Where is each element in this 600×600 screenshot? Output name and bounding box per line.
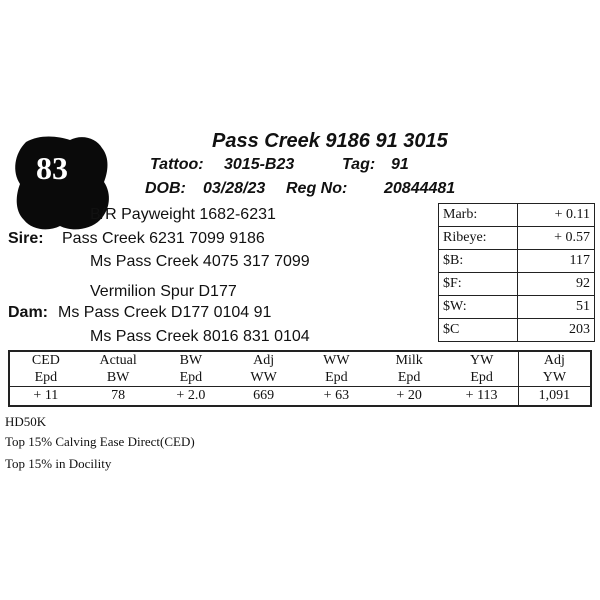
epd-table: [8, 350, 592, 407]
ribeye-label: Ribeye:: [439, 227, 518, 250]
dam-label: Dam:: [8, 304, 49, 321]
col-header: YW: [518, 369, 591, 387]
dob-value: 03/28/23: [203, 180, 266, 197]
actual-bw-value: 78: [82, 387, 155, 407]
b-index-value: 117: [518, 250, 595, 273]
table-row: [439, 227, 595, 250]
bw-epd-value: + 2.0: [155, 387, 228, 407]
adj-ww-value: 669: [227, 387, 300, 407]
reg-label: Reg No:: [286, 180, 348, 197]
header-row-2: [9, 369, 591, 387]
note-genomic: HD50K: [5, 414, 47, 429]
b-index-label: $B:: [439, 250, 518, 273]
tag-value: 91: [391, 156, 409, 173]
ribeye-value: + 0.57: [518, 227, 595, 250]
carcass-index-table: [438, 203, 595, 342]
f-index-label: $F:: [439, 273, 518, 296]
c-index-label: $C: [439, 319, 518, 342]
lot-number: 83: [36, 150, 68, 186]
note-ced: Top 15% Calving Ease Direct(CED): [5, 434, 195, 449]
col-header: Epd: [470, 370, 493, 385]
col-header: WW: [250, 370, 277, 385]
col-header: Adj: [253, 353, 275, 368]
col-header: CED: [31, 353, 60, 368]
col-header: Epd: [34, 370, 58, 385]
w-index-value: 51: [518, 296, 595, 319]
table-row: [439, 204, 595, 227]
table-row: [439, 250, 595, 273]
col-header: BW: [179, 353, 203, 368]
col-header: WW: [323, 353, 350, 368]
tattoo-label: Tattoo:: [150, 156, 204, 173]
dob-label: DOB:: [145, 180, 186, 197]
animal-name: Pass Creek 9186 91 3015: [212, 130, 448, 152]
f-index-value: 92: [518, 273, 595, 296]
sire-sire: B/R Payweight 1682-6231: [90, 206, 276, 223]
note-docility: Top 15% in Docility: [5, 456, 112, 471]
col-header: Adj: [518, 351, 591, 369]
col-header: YW: [469, 353, 494, 368]
milk-epd-value: + 20: [373, 387, 446, 407]
tattoo-value: 3015-B23: [224, 156, 295, 173]
yw-epd-value: + 113: [446, 387, 519, 407]
dam-sire: Vermilion Spur D177: [90, 283, 237, 300]
dam-dam: Ms Pass Creek 8016 831 0104: [90, 328, 310, 345]
col-header: Actual: [99, 353, 137, 368]
marb-value: + 0.11: [518, 204, 595, 227]
tag-label: Tag:: [342, 156, 376, 173]
table-row: [439, 319, 595, 342]
col-header: Epd: [325, 370, 348, 385]
sire-name: Pass Creek 6231 7099 9186: [62, 230, 265, 247]
ww-epd-value: + 63: [300, 387, 373, 407]
header-row-1: [9, 351, 591, 369]
col-header: Epd: [179, 370, 203, 385]
dam-name: Ms Pass Creek D177 0104 91: [58, 304, 272, 321]
w-index-label: $W:: [439, 296, 518, 319]
reg-value: 20844481: [384, 180, 456, 197]
c-index-value: 203: [518, 319, 595, 342]
sire-dam: Ms Pass Creek 4075 317 7099: [90, 253, 310, 270]
table-row: [439, 273, 595, 296]
table-row: [439, 296, 595, 319]
col-header: Milk: [395, 353, 423, 368]
sire-label: Sire:: [8, 230, 44, 247]
ced-value: + 11: [9, 387, 82, 407]
marb-label: Marb:: [439, 204, 518, 227]
adj-yw-value: 1,091: [518, 387, 591, 407]
col-header: Epd: [397, 370, 421, 385]
table-row: [9, 387, 591, 407]
col-header: BW: [106, 370, 130, 385]
